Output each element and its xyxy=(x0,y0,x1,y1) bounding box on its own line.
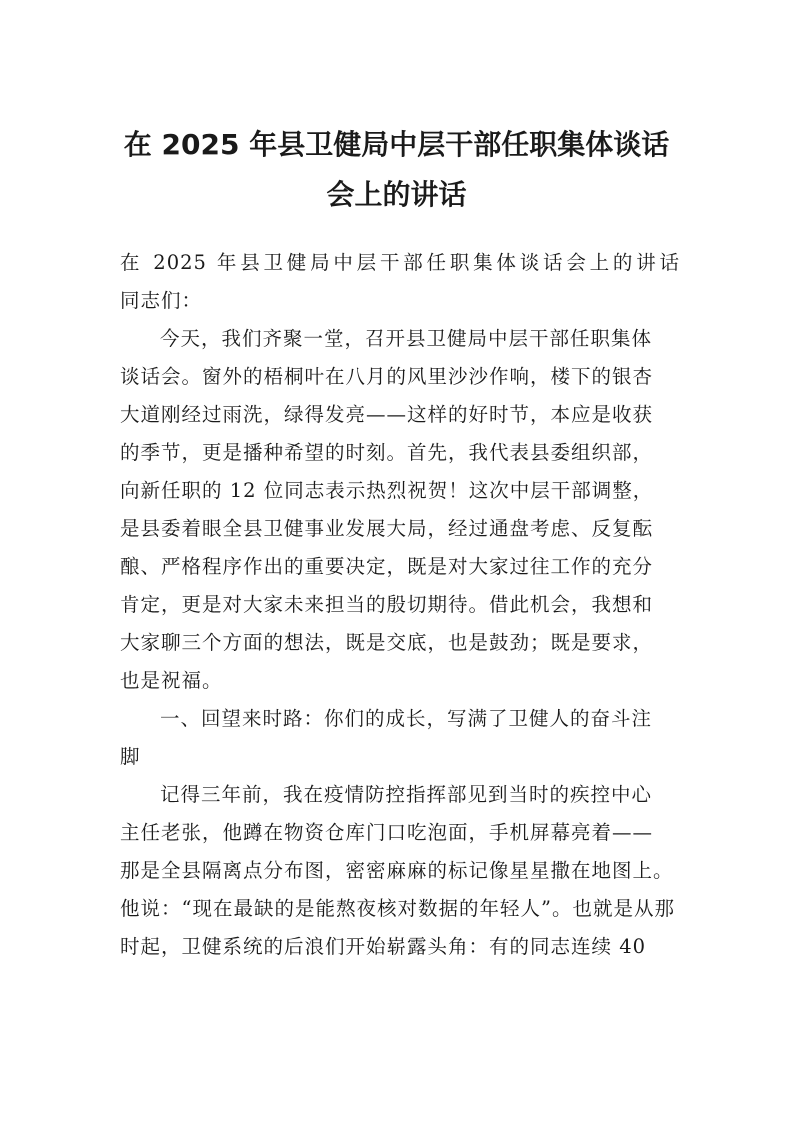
body-line: 主任老张，他蹲在物资仓库门口吃泡面，手机屏幕亮着—— xyxy=(120,821,654,844)
document-title-line-1: 在 2025 年县卫健局中层干部任职集体谈话 xyxy=(123,128,670,161)
body-line: 那是全县隔离点分布图，密密麻麻的标记像星星撒在地图上。 xyxy=(120,859,674,882)
body-line: 大家聊三个方面的想法，既是交底，也是鼓劲；既是要求， xyxy=(120,631,654,654)
body-line: 也是祝福。 xyxy=(120,669,223,692)
section-heading-line: 脚 xyxy=(120,745,141,768)
section-heading-line: 一、回望来时路：你们的成长，写满了卫健人的奋斗注 xyxy=(160,707,653,730)
body-line: 谈话会。窗外的梧桐叶在八月的风里沙沙作响，楼下的银杏 xyxy=(120,365,654,388)
body-line: 酿、严格程序作出的重要决定，既是对大家过往工作的充分 xyxy=(120,555,654,578)
body-line: 他说：“现在最缺的是能熬夜核对数据的年轻人”。也就是从那 xyxy=(120,897,675,920)
body-line: 是县委着眼全县卫健事业发展大局，经过通盘考虑、反复酝 xyxy=(120,517,654,540)
document-body xyxy=(120,244,680,966)
body-line: 向新任职的 12 位同志表示热烈祝贺！这次中层干部调整， xyxy=(120,479,654,502)
body-line: 记得三年前，我在疫情防控指挥部见到当时的疾控中心 xyxy=(160,783,653,806)
body-line-subtitle: 在 2025 年县卫健局中层干部任职集体谈话会上的讲话 xyxy=(120,251,680,274)
body-line: 时起，卫健系统的后浪们开始崭露头角：有的同志连续 40 xyxy=(120,935,647,958)
body-line: 大道刚经过雨洗，绿得发亮——这样的好时节，本应是收获 xyxy=(120,403,654,426)
body-line-salutation: 同志们： xyxy=(120,289,203,312)
document-title-line-2: 会上的讲话 xyxy=(326,178,467,211)
body-line: 的季节，更是播种希望的时刻。首先，我代表县委组织部， xyxy=(120,441,654,464)
body-line: 肯定，更是对大家未来担当的殷切期待。借此机会，我想和 xyxy=(120,593,654,616)
body-line: 今天，我们齐聚一堂，召开县卫健局中层干部任职集体 xyxy=(160,327,653,350)
